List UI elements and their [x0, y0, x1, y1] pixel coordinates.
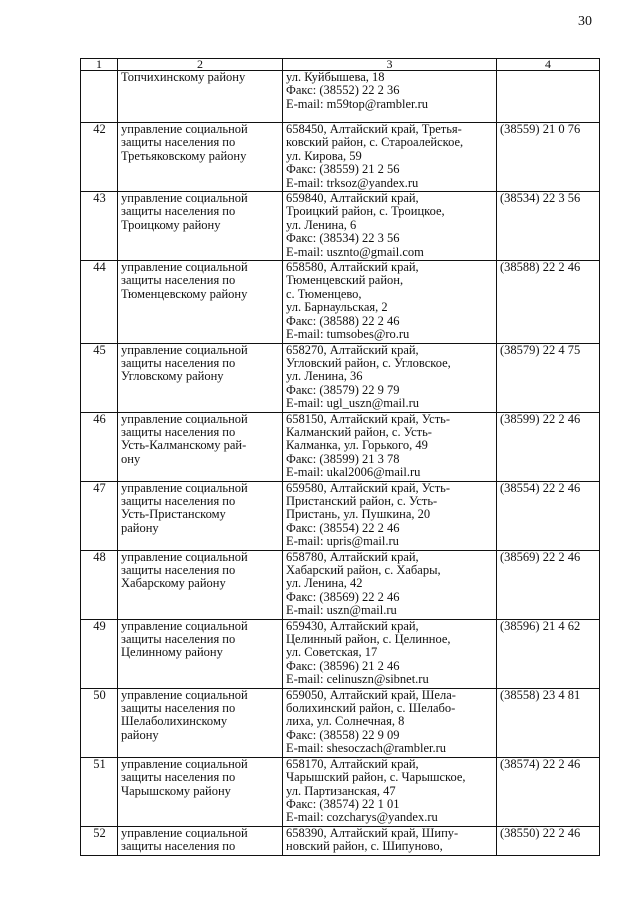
agency-name-line: Усть-Калманскому рай-: [121, 438, 247, 453]
row-number: 47: [81, 481, 118, 550]
address-line: Факс: (38554) 22 2 46: [286, 520, 400, 535]
agency-name-line: защиты населения по: [121, 632, 236, 647]
address-line: Факс: (38579) 22 9 79: [286, 382, 400, 397]
address-line: Пристань, ул. Пушкина, 20: [286, 507, 431, 522]
address-line: Хабарский район, с. Хабары,: [286, 563, 441, 577]
phone-cell: (38588) 22 2 46: [497, 261, 600, 343]
phone-cell: (38596) 21 4 62: [497, 619, 600, 688]
address-line: лиха, ул. Солнечная, 8: [286, 714, 405, 729]
agency-name-cell: [118, 123, 283, 192]
address-line: E-mail: ugl_uszn@mail.ru: [286, 396, 420, 411]
phone-cell: (38559) 21 0 76: [497, 123, 600, 192]
address-line: Факс: (38599) 21 3 78: [286, 451, 400, 466]
address-line: Троицкий район, с. Троицкое,: [286, 204, 445, 219]
address-line: Калманка, ул. Горького, 49: [286, 438, 428, 453]
address-cell: [283, 343, 497, 412]
address-cell: [283, 123, 497, 192]
table-row: [81, 192, 600, 261]
address-line: Факс: (38588) 22 2 46: [286, 313, 400, 328]
address-cell: [283, 619, 497, 688]
address-line: ул. Партизанская, 47: [286, 783, 396, 798]
address-line: Чарышский район, с. Чарышское,: [286, 770, 466, 785]
address-line: 658580, Алтайский край,: [286, 260, 419, 275]
agency-name-line: управление социальной: [121, 550, 248, 564]
agency-name-line: защиты населения по: [121, 493, 236, 508]
agency-name-line: управление социальной: [121, 191, 248, 206]
address-line: ул. Ленина, 42: [286, 576, 363, 591]
phone-cell: (38558) 23 4 81: [497, 688, 600, 757]
row-number: 49: [81, 619, 118, 688]
phone-cell: [497, 71, 600, 123]
address-line: 658780, Алтайский край,: [286, 550, 419, 564]
table-row: [81, 481, 600, 550]
row-number: 42: [81, 123, 118, 192]
row-number: 48: [81, 550, 118, 619]
row-number: 52: [81, 826, 118, 855]
agency-name-line: защиты населения по: [121, 273, 236, 288]
address-line: Факс: (38559) 21 2 56: [286, 162, 400, 177]
row-number: 43: [81, 192, 118, 261]
address-line: Факс: (38534) 22 3 56: [286, 231, 400, 246]
address-line: Факс: (38558) 22 9 09: [286, 727, 400, 742]
agency-name-cell: [118, 481, 283, 550]
agency-name-line: управление социальной: [121, 688, 248, 702]
address-line: Тюменцевский район,: [286, 273, 404, 288]
agency-name-line: Топчихинскому району: [121, 70, 246, 84]
address-line: ул. Ленина, 6: [286, 217, 357, 232]
agency-name-line: Целинному району: [121, 645, 223, 660]
address-line: ул. Барнаульская, 2: [286, 300, 388, 315]
table-row: [81, 619, 600, 688]
address-cell: [283, 826, 497, 855]
address-line: 658170, Алтайский край,: [286, 757, 419, 771]
agency-name-line: управление социальной: [121, 122, 248, 136]
address-line: E-mail: tumsobes@ro.ru: [286, 327, 410, 342]
agency-name-line: защиты населения по: [121, 355, 236, 370]
agency-name-cell: [118, 261, 283, 343]
agency-name-line: Хабарскому району: [121, 576, 226, 591]
address-line: E-mail: trksoz@yandex.ru: [286, 175, 419, 190]
column-header-1: 1: [81, 59, 118, 71]
address-line: E-mail: celinuszn@sibnet.ru: [286, 672, 429, 687]
agency-name-line: защиты населения по: [121, 204, 236, 219]
agency-name-cell: [118, 826, 283, 855]
agency-name-line: району: [121, 520, 159, 535]
address-line: 659430, Алтайский край,: [286, 619, 419, 633]
address-line: Угловский район, с. Угловское,: [286, 355, 451, 370]
phone-cell: (38599) 22 2 46: [497, 412, 600, 481]
address-line: E-mail: m59top@rambler.ru: [286, 96, 429, 111]
agency-name-cell: [118, 757, 283, 826]
address-line: болихинский район, с. Шелабо-: [286, 701, 456, 716]
agency-name-line: управление социальной: [121, 481, 248, 495]
agency-name-line: Угловскому району: [121, 369, 224, 384]
column-header-3: 3: [283, 59, 497, 71]
agency-name-line: Шелаболихинскому: [121, 714, 228, 729]
address-cell: [283, 757, 497, 826]
row-number: 46: [81, 412, 118, 481]
phone-cell: (38574) 22 2 46: [497, 757, 600, 826]
agency-name-line: управление социальной: [121, 757, 248, 771]
phone-cell: (38534) 22 3 56: [497, 192, 600, 261]
address-line: ул. Кирова, 59: [286, 148, 362, 163]
agency-name-line: защиты населения по: [121, 135, 236, 150]
phone-cell: (38569) 22 2 46: [497, 550, 600, 619]
column-header-4: 4: [497, 59, 600, 71]
address-line: 658270, Алтайский край,: [286, 343, 419, 357]
agency-name-line: защиты населения по: [121, 563, 236, 577]
agency-name-cell: [118, 343, 283, 412]
agency-name-line: управление социальной: [121, 412, 248, 426]
agency-name-cell: [118, 71, 283, 123]
address-line: 659050, Алтайский край, Шела-: [286, 688, 456, 702]
address-cell: [283, 688, 497, 757]
phone-cell: (38550) 22 2 46: [497, 826, 600, 855]
address-line: Факс: (38596) 21 2 46: [286, 658, 400, 673]
table-row: [81, 550, 600, 619]
row-number: 50: [81, 688, 118, 757]
table-row: [81, 412, 600, 481]
table-row: [81, 688, 600, 757]
row-number: 44: [81, 261, 118, 343]
agency-name-line: управление социальной: [121, 619, 248, 633]
agency-name-line: Троицкому району: [121, 217, 221, 232]
address-cell: [283, 550, 497, 619]
agency-name-line: управление социальной: [121, 343, 248, 357]
agency-name-cell: [118, 688, 283, 757]
address-line: E-mail: uszn@mail.ru: [286, 603, 397, 618]
address-line: Факс: (38552) 22 2 36: [286, 83, 400, 98]
address-cell: [283, 71, 497, 123]
address-line: ул. Советская, 17: [286, 645, 378, 660]
address-cell: [283, 261, 497, 343]
table-row: [81, 826, 600, 855]
address-line: новский район, с. Шипуново,: [286, 839, 443, 854]
agency-name-line: Тюменцевскому району: [121, 286, 248, 301]
table-row: [81, 757, 600, 826]
address-line: E-mail: upris@mail.ru: [286, 534, 399, 549]
phone-cell: (38554) 22 2 46: [497, 481, 600, 550]
agency-name-line: ону: [121, 451, 141, 466]
address-line: 658390, Алтайский край, Шипу-: [286, 826, 459, 840]
address-line: E-mail: cozcharys@yandex.ru: [286, 810, 438, 825]
address-line: E-mail: ukal2006@mail.ru: [286, 465, 421, 480]
address-line: Факс: (38574) 22 1 01: [286, 796, 400, 811]
agency-name-line: защиты населения по: [121, 701, 236, 716]
agency-name-line: защиты населения по: [121, 770, 236, 785]
table-row: [81, 71, 600, 123]
agency-name-line: району: [121, 727, 159, 742]
social-protection-registry-table: [80, 58, 600, 856]
address-cell: [283, 481, 497, 550]
agency-name-line: управление социальной: [121, 826, 248, 840]
table-row: [81, 123, 600, 192]
address-line: ковский район, с. Староалейское,: [286, 135, 464, 150]
agency-name-cell: [118, 412, 283, 481]
address-cell: [283, 412, 497, 481]
address-cell: [283, 192, 497, 261]
address-line: 658450, Алтайский край, Третья-: [286, 122, 462, 136]
address-line: Пристанский район, с. Усть-: [286, 493, 438, 508]
address-line: 659580, Алтайский край, Усть-: [286, 481, 451, 495]
column-number-row: [81, 59, 600, 71]
address-line: E-mail: usznto@gmail.com: [286, 244, 424, 259]
agency-name-line: управление социальной: [121, 260, 248, 275]
agency-name-cell: [118, 192, 283, 261]
agency-name-cell: [118, 619, 283, 688]
address-line: E-mail: shesoczach@rambler.ru: [286, 741, 447, 756]
address-line: 659840, Алтайский край,: [286, 191, 419, 206]
agency-name-line: защиты населения по: [121, 839, 236, 854]
page-number: 30: [578, 14, 592, 29]
address-line: Факс: (38569) 22 2 46: [286, 589, 400, 604]
agency-name-cell: [118, 550, 283, 619]
agency-name-line: защиты населения по: [121, 424, 236, 439]
agency-name-line: Третьяковскому району: [121, 148, 247, 163]
address-line: 658150, Алтайский край, Усть-: [286, 412, 451, 426]
row-number: 45: [81, 343, 118, 412]
column-header-2: 2: [118, 59, 283, 71]
address-line: ул. Куйбышева, 18: [286, 70, 385, 84]
agency-name-line: Чарышскому району: [121, 783, 231, 798]
address-line: с. Тюменцево,: [286, 286, 362, 301]
phone-cell: (38579) 22 4 75: [497, 343, 600, 412]
address-line: Калманский район, с. Усть-: [286, 424, 432, 439]
address-line: ул. Ленина, 36: [286, 369, 363, 384]
row-number: 51: [81, 757, 118, 826]
table-row: [81, 261, 600, 343]
address-line: Целинный район, с. Целинное,: [286, 632, 451, 647]
agency-name-line: Усть-Пристанскому: [121, 507, 226, 522]
row-number: [81, 71, 118, 123]
table-row: [81, 343, 600, 412]
